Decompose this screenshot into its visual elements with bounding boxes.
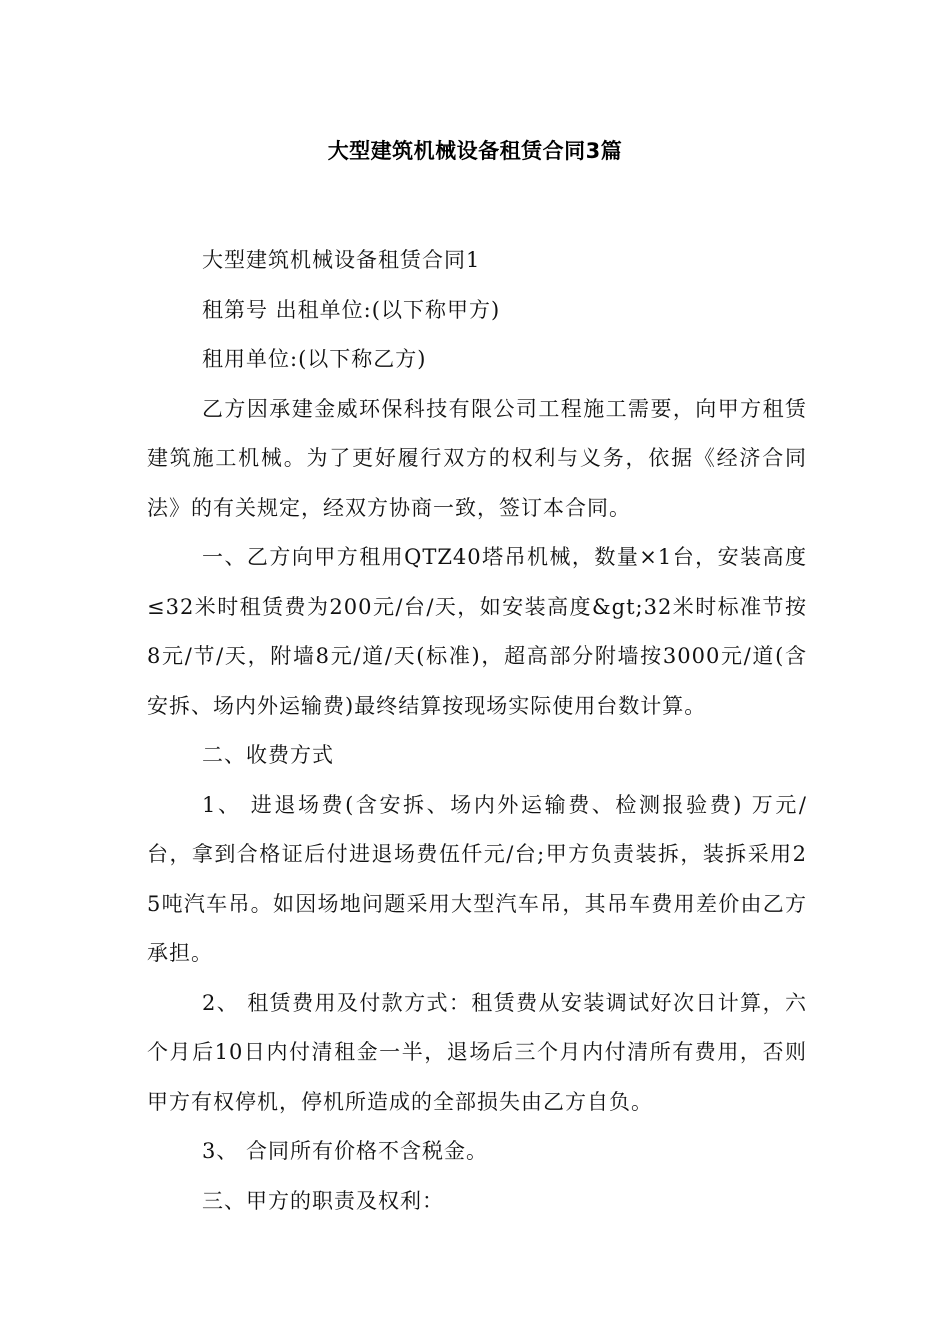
paragraph-fee-item-1: 1、 进退场费(含安拆、场内外运输费、检测报验费) 万元/台，拿到合格证后付进退场费伍仟元/台;甲方负责装拆，装拆采用25吨汽车吊。如因场地问题采用大型汽车吊，其吊车费用差价由乙方承担。 bbox=[147, 792, 807, 965]
paragraph-section-lessor-duties: 三、甲方的职责及权利： bbox=[202, 1188, 444, 1213]
paragraph-lessee: 租用单位:(以下称乙方) bbox=[202, 347, 427, 371]
document-body bbox=[147, 236, 807, 1226]
paragraph-fee-item-2: 2、 租赁费用及付款方式：租赁费从安装调试好次日计算，六个月后10日内付清租金一半，退场后三个月内付清所有费用，否则甲方有权停机，停机所造成的全部损失由乙方自负。 bbox=[147, 990, 807, 1114]
paragraph-clause-1: 一、乙方向甲方租用QTZ40塔吊机械，数量×1台，安装高度≤32米时租赁费为200元/台/天，如安装高度&gt;32米时标准节按8元/节/天，附墙8元/道/天(标准)，超高部分附墙按3000元/道(含安拆、场内外运输费)最终结算按现场实际使用台数计算。 bbox=[147, 545, 807, 718]
paragraph-lessor: 租第号 出租单位:(以下称甲方) bbox=[202, 297, 501, 322]
paragraph-preamble: 乙方因承建金威环保科技有限公司工程施工需要，向甲方租赁建筑施工机械。为了更好履行双方的权利与义务，依据《经济合同法》的有关规定，经双方协商一致，签订本合同。 bbox=[147, 396, 807, 520]
paragraph-fee-item-3: 3、 合同所有价格不含税金。 bbox=[202, 1139, 489, 1163]
paragraph-contract-heading: 大型建筑机械设备租赁合同1 bbox=[202, 248, 481, 272]
paragraph-section-fees: 二、收费方式 bbox=[202, 743, 334, 767]
document-title: 大型建筑机械设备租赁合同3篇 bbox=[327, 139, 623, 163]
